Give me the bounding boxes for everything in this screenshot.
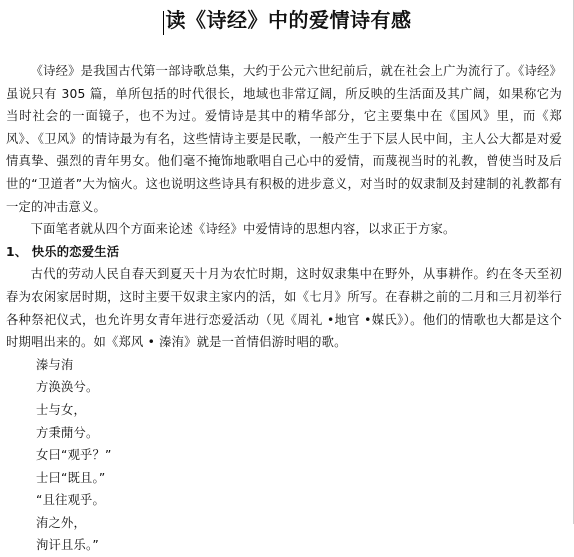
- poem-block: [6, 354, 562, 557]
- poem-line: 方秉蕑兮。: [36, 425, 99, 440]
- section-paragraph: 古代的劳动人民自春天到夏天十月为农忙时期，这时奴隶集中在野外，从事耕作。约在冬天至初春为农闲家居时期，这时主要干奴隶主家内的活，如《七月》所写。在春耕之前的二月和三月初举行各种祭祀仪式，也允许男女青年进行恋爱活动（见《周礼 •地官 •媒氏》）。他们的情歌也大都是这个时期唱出来的。如《郑风 • 溱洧》就是一首情侣游时唱的歌。: [6, 267, 562, 350]
- poem-line: 士与女，: [36, 402, 86, 417]
- intro-paragraph: 《诗经》是我国古代第一部诗歌总集，大约于公元六世纪前后，就在社会上广为流行了。《诗经》虽说只有 305 篇，单所包括的时代很长，地域也非常辽阔，所反映的生活面及其广阔，如果称它为当时社会的一面镜子，也不为过。爱情诗是其中的精华部分，它主要集中在《国风》里，而《郑风》、《卫风》的情诗最为有名，这些情诗主要是民歌，一般产生于下层人民中间，主人公大都是对爱情真挚、强烈的青年男女。他们毫不掩饰地歌唱自己心中的爱情，而蔑视当时的礼教，曾使当时及后世的“卫道者”大为恼火。这也说明这些诗具有积极的进步意义，对当时的奴隶制及封建制的礼教都有一定的冲击意义。: [6, 64, 562, 214]
- title-row: [0, 6, 574, 35]
- document-body[interactable]: [6, 60, 562, 557]
- section-heading: 1、 快乐的恋爱生活: [6, 244, 120, 259]
- poem-line: “且往观乎。: [36, 493, 106, 508]
- poem-line: 洵讦且乐。”: [36, 538, 99, 553]
- poem-line: 溱与洧: [36, 357, 74, 372]
- poem-line: 方涣涣兮。: [36, 380, 99, 395]
- poem-line: 洧之外，: [36, 515, 86, 530]
- poem-line: 女曰“观乎？”: [36, 448, 112, 463]
- text-cursor: [163, 11, 164, 35]
- poem-line: 士曰“既且。”: [36, 470, 106, 485]
- document-title[interactable]: 读《诗经》中的爱情诗有感: [165, 8, 412, 32]
- outline-paragraph: 下面笔者就从四个方面来论述《诗经》中爱情诗的思想内容，以求正于方家。: [30, 222, 456, 237]
